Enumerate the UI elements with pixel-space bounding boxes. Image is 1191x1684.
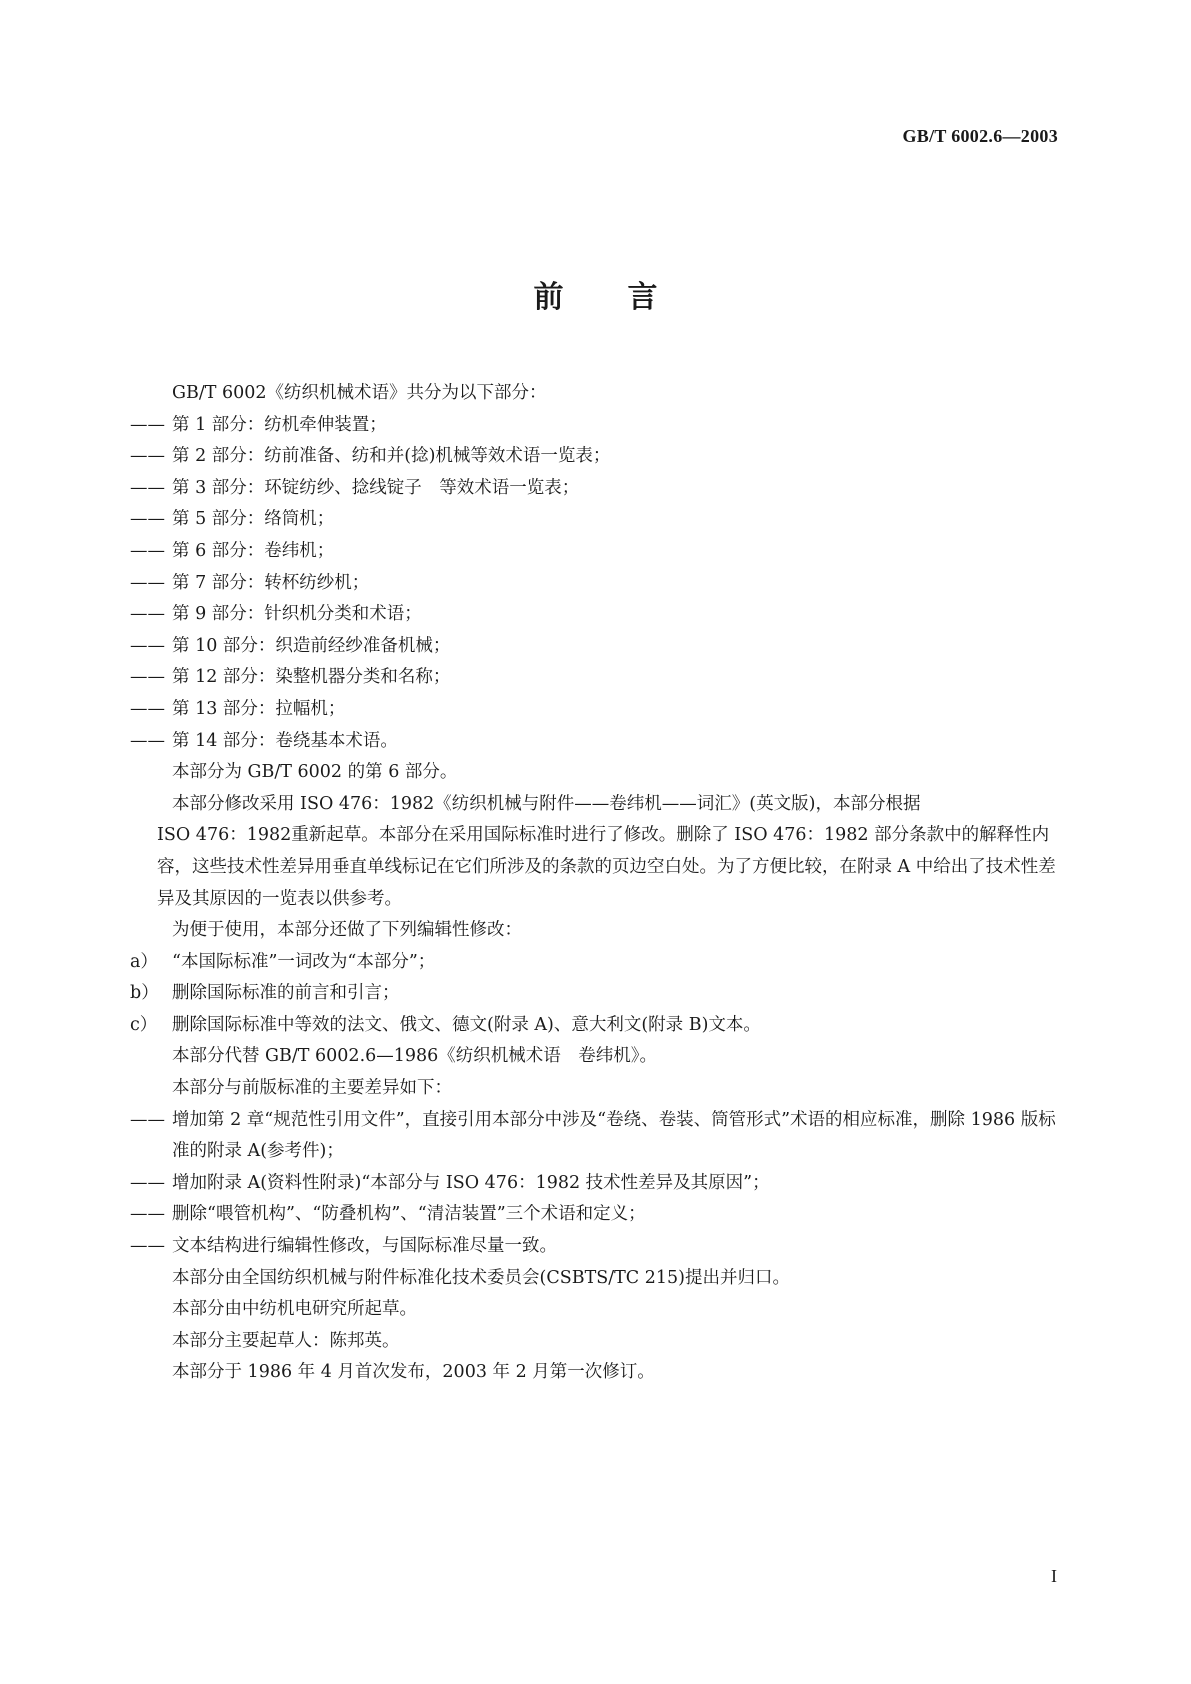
- part-text: 第 13 部分：拉幅机；: [172, 698, 346, 719]
- difference-text: 增加附录 A(资料性附录)“本部分与 ISO 476：1982 技术性差异及其原因”；: [172, 1172, 770, 1193]
- dash-marker: ——: [130, 698, 165, 719]
- parts-list: [130, 410, 1058, 758]
- main-drafter: 本部分主要起草人：陈邦英。: [172, 1330, 400, 1351]
- parts-intro: GB/T 6002《纺织机械术语》共分为以下部分：: [172, 383, 547, 403]
- dash-marker: ——: [130, 414, 165, 435]
- difference-text: 增加第 2 章“规范性引用文件”，直接引用本部分中涉及“卷绕、卷装、筒管形式”术语的相应标准，删除 1986 版标准的附录 A(参考件)；: [172, 1109, 1056, 1162]
- dash-marker: ——: [130, 730, 165, 751]
- differences-list: [130, 1105, 1058, 1263]
- difference-text: 删除“喂管机构”、“防叠机构”、“清洁装置”三个术语和定义；: [172, 1204, 646, 1225]
- list-item: [130, 536, 1058, 568]
- dash-marker: ——: [130, 604, 165, 625]
- dash-marker: ——: [130, 572, 165, 593]
- proposed-by: 本部分由全国纺织机械与附件标准化技术委员会(CSBTS/TC 215)提出并归口。: [172, 1267, 790, 1288]
- adoption-first-line: 本部分修改采用 ISO 476：1982《纺织机械与附件——卷纬机——词汇》(英文版)，本部分根据: [172, 793, 921, 814]
- list-item: [130, 410, 1058, 442]
- dash-marker: ——: [130, 635, 165, 656]
- dash-marker: ——: [130, 667, 165, 688]
- part-text: 第 3 部分：环锭纺纱、捻线锭子 等效术语一览表；: [172, 477, 580, 498]
- list-item: [130, 441, 1058, 473]
- page-number: I: [1051, 1566, 1057, 1586]
- list-item: [130, 504, 1058, 536]
- list-item: [130, 1168, 1058, 1200]
- list-item: [130, 1010, 1058, 1042]
- this-part-statement: 本部分为 GB/T 6002 的第 6 部分。: [172, 762, 458, 783]
- adoption-paragraph: [157, 789, 1058, 915]
- part-text: 第 14 部分：卷绕基本术语。: [172, 730, 398, 751]
- editorial-list: [130, 947, 1058, 1042]
- replaces-statement: 本部分代替 GB/T 6002.6—1986《纺织机械术语 卷纬机》。: [172, 1046, 658, 1067]
- list-item: [130, 599, 1058, 631]
- dash-marker: ——: [130, 1172, 165, 1193]
- item-marker: c）: [130, 1014, 158, 1035]
- dash-marker: ——: [130, 1204, 165, 1225]
- item-text: 删除国际标准中等效的法文、俄文、德文(附录 A)、意大利文(附录 B)文本。: [172, 1014, 761, 1035]
- adoption-continuation: ISO 476：1982重新起草。本部分在采用国际标准时进行了修改。删除了 ISO 476：1982 部分条款中的解释性内容，这些技术性差异用垂直单线标记在它们所涉及的条款的页边空白处。为了方便比较，在附录 A 中给出了技术性差异及其原因的一览表以供参考。: [157, 825, 1056, 909]
- list-item: [130, 726, 1058, 758]
- part-text: 第 10 部分：织造前经纱准备机械；: [172, 635, 451, 656]
- dash-marker: ——: [130, 446, 165, 467]
- dash-marker: ——: [130, 1236, 165, 1257]
- part-text: 第 9 部分：针织机分类和术语；: [172, 604, 422, 625]
- part-text: 第 6 部分：卷纬机；: [172, 540, 335, 561]
- foreword-body: [130, 378, 1058, 1389]
- list-item: [130, 662, 1058, 694]
- part-text: 第 12 部分：染整机器分类和名称；: [172, 667, 451, 688]
- part-text: 第 7 部分：转杯纺纱机；: [172, 572, 370, 593]
- list-item: [130, 947, 1058, 979]
- differences-intro: 本部分与前版标准的主要差异如下：: [172, 1078, 452, 1099]
- item-text: “本国际标准”一词改为“本部分”；: [172, 951, 436, 972]
- publication-history: 本部分于 1986 年 4 月首次发布，2003 年 2 月第一次修订。: [172, 1362, 655, 1383]
- part-text: 第 5 部分：络筒机；: [172, 509, 335, 530]
- list-item: [130, 694, 1058, 726]
- list-item: [130, 473, 1058, 505]
- standard-number: GB/T 6002.6—2003: [902, 126, 1058, 146]
- part-text: 第 1 部分：纺机牵伸装置；: [172, 414, 387, 435]
- difference-text: 文本结构进行编辑性修改，与国际标准尽量一致。: [172, 1236, 557, 1257]
- page-title: 前言: [533, 280, 722, 315]
- part-text: 第 2 部分：纺前准备、纺和并(捻)机械等效术语一览表；: [172, 446, 611, 467]
- editorial-intro: 为便于使用，本部分还做了下列编辑性修改：: [172, 920, 522, 941]
- dash-marker: ——: [130, 540, 165, 561]
- drafted-by: 本部分由中纺机电研究所起草。: [172, 1299, 417, 1320]
- dash-marker: ——: [130, 509, 165, 530]
- item-text: 删除国际标准的前言和引言；: [172, 983, 400, 1004]
- list-item: [130, 631, 1058, 663]
- list-item: [130, 1105, 1058, 1168]
- dash-marker: ——: [130, 477, 165, 498]
- item-marker: a）: [130, 951, 158, 972]
- list-item: [130, 1231, 1058, 1263]
- list-item: [130, 978, 1058, 1010]
- list-item: [130, 1199, 1058, 1231]
- dash-marker: ——: [130, 1109, 165, 1130]
- item-marker: b）: [130, 983, 159, 1004]
- list-item: [130, 568, 1058, 600]
